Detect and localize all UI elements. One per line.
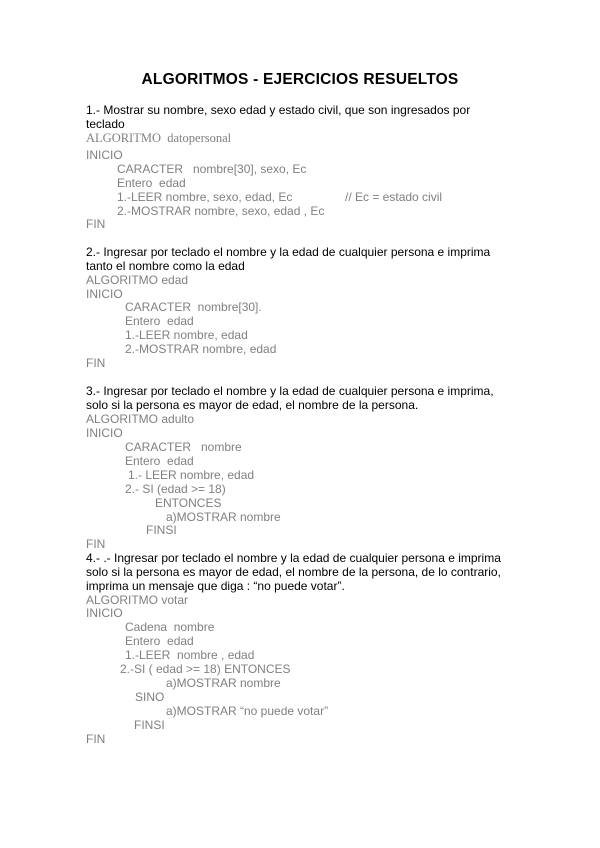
code-line: Entero edad bbox=[125, 634, 194, 648]
code-line: ENTONCES bbox=[155, 496, 222, 510]
code-line: FIN bbox=[86, 732, 106, 746]
document-title: ALGORITMOS - EJERCICIOS RESUELTOS bbox=[141, 71, 459, 88]
exercise-2-statement-line: tanto el nombre como la edad bbox=[86, 259, 245, 273]
exercise-1-statement-line: 1.- Mostrar su nombre, sexo edad y estado civil, que son ingresados por bbox=[86, 103, 471, 117]
code-line: a)MOSTRAR “no puede votar” bbox=[166, 704, 329, 718]
exercise-1-algorithm-name: ALGORITMO datopersonal bbox=[86, 131, 232, 145]
code-line: Entero edad bbox=[125, 454, 194, 468]
code-line: CARACTER nombre[30], sexo, Ec bbox=[117, 162, 307, 176]
exercise-4-statement-line: imprima un mensaje que diga : “no puede votar”. bbox=[86, 579, 345, 593]
exercise-4-statement-line: 4.- .- Ingresar por teclado el nombre y la edad de cualquier persona e imprima bbox=[86, 551, 501, 565]
code-line: FIN bbox=[86, 537, 106, 551]
exercise-2-statement-line: 2.- Ingresar por teclado el nombre y la edad de cualquier persona e imprima bbox=[86, 245, 491, 259]
code-line: 1.-LEER nombre, sexo, edad, Ec bbox=[117, 190, 293, 204]
exercise-2-algorithm-name: ALGORITMO edad bbox=[86, 273, 189, 287]
code-line: 2.-SI ( edad >= 18) ENTONCES bbox=[120, 662, 291, 676]
code-line: FINSI bbox=[134, 718, 165, 732]
exercise-4-statement-line: solo si la persona es mayor de edad, el nombre de la persona, de lo contrario, bbox=[86, 565, 501, 579]
exercise-4-algorithm-name: ALGORITMO votar bbox=[86, 593, 189, 607]
exercise-3-statement-line: 3.- Ingresar por teclado el nombre y la edad de cualquier persona e imprima, bbox=[86, 384, 494, 398]
code-line: Entero edad bbox=[117, 176, 186, 190]
code-line: 2.- SI (edad >= 18) bbox=[125, 482, 226, 496]
exercise-3-algorithm-name: ALGORITMO adulto bbox=[86, 412, 195, 426]
code-line: 1.- LEER nombre, edad bbox=[128, 468, 255, 482]
code-line: INICIO bbox=[86, 148, 123, 162]
code-line: FIN bbox=[86, 217, 106, 231]
exercise-1-statement-line: teclado bbox=[86, 117, 125, 131]
code-line: 1.-LEER nombre , edad bbox=[125, 648, 255, 662]
code-line: 2.-MOSTRAR nombre, edad bbox=[125, 342, 277, 356]
code-line: SINO bbox=[135, 690, 165, 704]
exercise-3-statement-line: solo si la persona es mayor de edad, el nombre de la persona. bbox=[86, 398, 419, 412]
code-line: INICIO bbox=[86, 426, 123, 440]
code-comment: // Ec = estado civil bbox=[345, 190, 443, 204]
code-line: a)MOSTRAR nombre bbox=[166, 510, 281, 524]
code-line: CARACTER nombre[30]. bbox=[125, 300, 262, 314]
code-line: CARACTER nombre bbox=[125, 440, 242, 454]
code-line: INICIO bbox=[86, 606, 123, 620]
code-line: INICIO bbox=[86, 287, 123, 301]
code-line: 2.-MOSTRAR nombre, sexo, edad , Ec bbox=[117, 204, 325, 218]
code-line: Cadena nombre bbox=[125, 620, 215, 634]
code-line: 1.-LEER nombre, edad bbox=[125, 328, 248, 342]
code-line: FIN bbox=[86, 356, 106, 370]
code-line: Entero edad bbox=[125, 314, 194, 328]
code-line: FINSI bbox=[146, 523, 177, 537]
code-line: a)MOSTRAR nombre bbox=[166, 676, 281, 690]
